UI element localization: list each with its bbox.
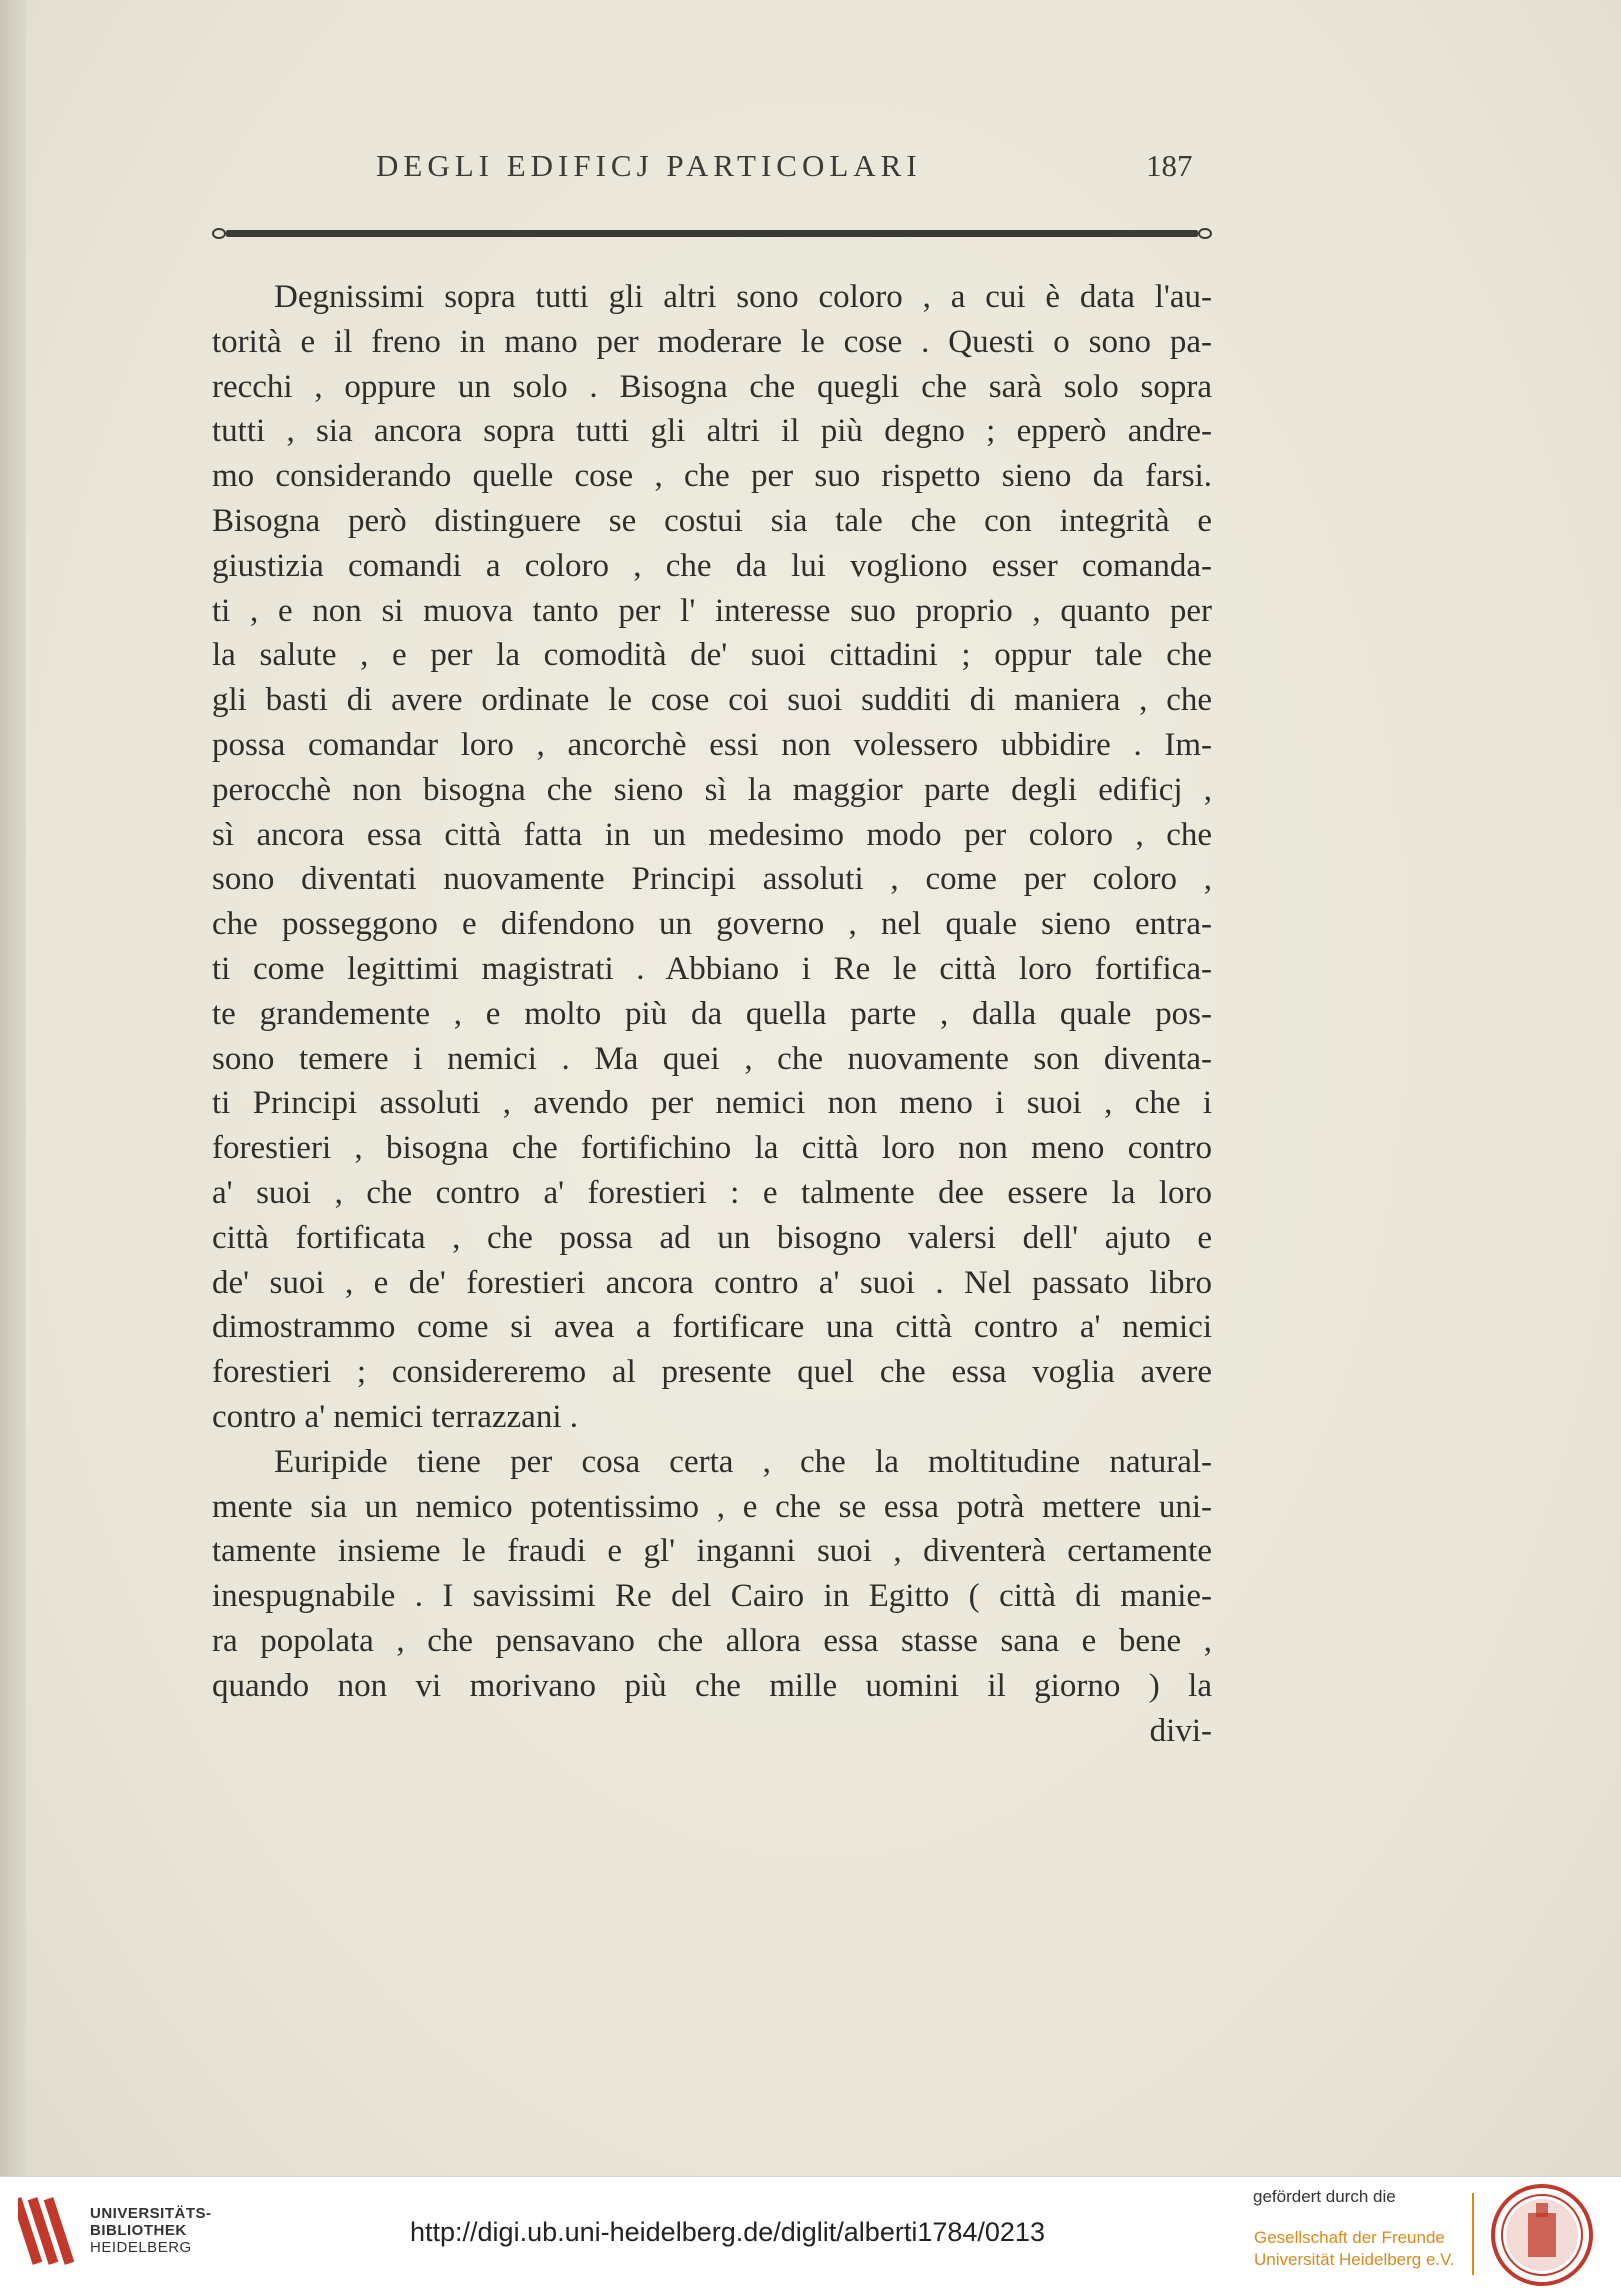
text-line: a' suoi , che contro a' forestieri : e talmente dee essere la loro: [212, 1174, 1212, 1211]
library-name-line2: BIBLIOTHEK: [90, 2222, 187, 2239]
text-line: ti come legittimi magistrati . Abbiano i Re le città loro fortifica-: [212, 950, 1212, 987]
text-line: sono temere i nemici . Ma quei , che nuovamente son diventa-: [212, 1040, 1212, 1077]
library-name: [90, 2205, 212, 2256]
text-line: ti Principi assoluti , avendo per nemici non meno i suoi , che i: [212, 1085, 1212, 1122]
footer-bar: [0, 2176, 1621, 2292]
text-line: sono diventati nuovamente Principi assoluti , come per coloro ,: [212, 861, 1212, 898]
library-name-line3: HEIDELBERG: [90, 2239, 192, 2256]
text-line: inespugnabile . I savissimi Re del Cairo in Egitto ( città di manie-: [212, 1578, 1212, 1615]
scan-edge: [0, 0, 26, 2176]
text-line: la salute , e per la comodità de' suoi cittadini ; oppur tale che: [212, 637, 1212, 674]
text-line: te grandemente , e molto più da quella parte , dalla quale pos-: [212, 995, 1212, 1032]
permalink-url[interactable]: http://digi.ub.uni-heidelberg.de/diglit/alberti1784/0213: [410, 2217, 1045, 2247]
text-line: mo considerando quelle cose , che per suo rispetto sieno da farsi.: [212, 458, 1212, 495]
rule-end-left: [212, 228, 226, 239]
text-line: perocchè non bisogna che sieno sì la maggior parte degli edificj ,: [212, 771, 1212, 808]
text-line: recchi , oppure un solo . Bisogna che quegli che sarà solo sopra: [212, 368, 1212, 405]
ornamental-rule: [212, 228, 1212, 240]
text-line: torità e il freno in mano per moderare le cose . Questi o sono pa-: [212, 323, 1212, 360]
sponsor-name-line2: Universität Heidelberg e.V.: [1254, 2250, 1455, 2269]
book-page: [26, 0, 1621, 2176]
text-line: Euripide tiene per cosa certa , che la moltitudine natural-: [274, 1443, 1212, 1480]
text-line: forestieri , bisogna che fortifichino la città loro non meno contro: [212, 1130, 1212, 1167]
text-line: mente sia un nemico potentissimo , e che se essa potrà mettere uni-: [212, 1488, 1212, 1525]
text-line: sì ancora essa città fatta in un medesimo modo per coloro , che: [212, 816, 1212, 853]
text-line: ra popolata , che pensavano che allora essa stasse sana e bene ,: [212, 1622, 1212, 1659]
text-line: quando non vi morivano più che mille uomini il giorno ) la: [212, 1667, 1212, 1704]
text-line: ti , e non si muova tanto per l' interesse suo proprio , quanto per: [212, 592, 1212, 629]
footer-divider: [1472, 2193, 1474, 2275]
university-seal-icon: [1490, 2183, 1594, 2287]
sponsor-name: [1254, 2227, 1455, 2271]
library-name-line1: UNIVERSITÄTS-: [90, 2205, 212, 2222]
text-line: che posseggono e difendono un governo , nel quale sieno entra-: [212, 906, 1212, 943]
text-line: possa comandar loro , ancorchè essi non volessero ubbidire . Im-: [212, 726, 1212, 763]
sponsor-label: gefördert durch die: [1253, 2187, 1396, 2206]
rule-bar: [226, 230, 1198, 237]
rule-end-right: [1198, 228, 1212, 239]
text-line: contro a' nemici terrazzani .: [212, 1398, 578, 1435]
running-title: DEGLI EDIFICJ PARTICOLARI: [376, 148, 922, 183]
running-head: [26, 148, 1621, 198]
sponsor-name-line1: Gesellschaft der Freunde: [1254, 2228, 1445, 2247]
text-line: forestieri ; considereremo al presente quel che essa voglia avere: [212, 1354, 1212, 1391]
text-line: dimostrammo come si avea a fortificare una città contro a' nemici: [212, 1309, 1212, 1346]
page-number: 187: [1146, 148, 1193, 183]
catchword: divi-: [1149, 1712, 1212, 1749]
text-line: Degnissimi sopra tutti gli altri sono coloro , a cui è data l'au-: [274, 279, 1212, 315]
body-text: [212, 275, 1212, 1753]
text-line: de' suoi , e de' forestieri ancora contro a' suoi . Nel passato libro: [212, 1264, 1212, 1301]
text-line: giustizia comandi a coloro , che da lui vogliono esser comanda-: [212, 547, 1212, 584]
ub-heidelberg-logo-icon: [18, 2191, 74, 2271]
text-line: tutti , sia ancora sopra tutti gli altri il più degno ; epperò andre-: [212, 413, 1212, 450]
text-line: città fortificata , che possa ad un bisogno valersi dell' ajuto e: [212, 1219, 1212, 1256]
text-line: tamente insieme le fraudi e gl' inganni suoi , diventerà certamente: [212, 1533, 1212, 1570]
text-line: Bisogna però distinguere se costui sia tale che con integrità e: [212, 502, 1212, 539]
text-line: gli basti di avere ordinate le cose coi suoi sudditi di maniera , che: [212, 682, 1212, 719]
